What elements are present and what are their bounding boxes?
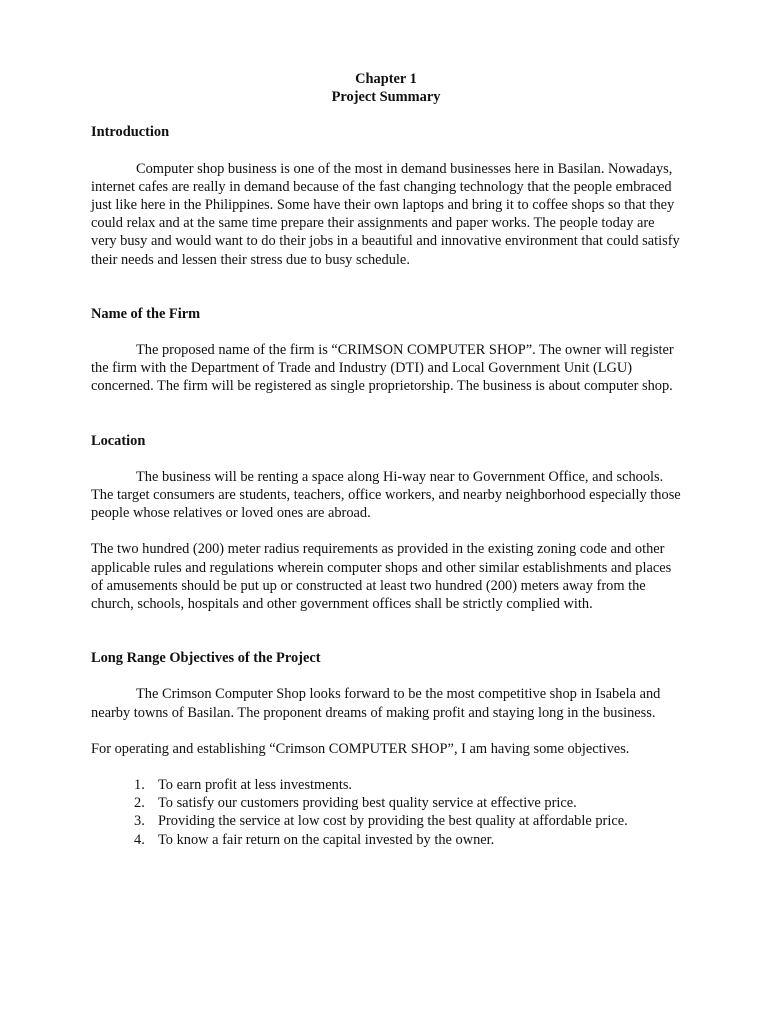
chapter-label: Chapter 1 (355, 71, 417, 87)
list-item-number: 4. (134, 831, 145, 848)
location-paragraph-2: The two hundred (200) meter radius requirements as provided in the existing zoning code and other applicable rules and regulations wherein computer shops and other similar establishments and places of amusements should be put up or constructed at least two hundred (200) meters away from the church, schools, hospitals and other government offices shall be strictly complied with. (91, 541, 672, 613)
list-item (91, 812, 681, 830)
list-item (91, 776, 681, 794)
list-item-text: To know a fair return on the capital invested by the owner. (158, 831, 495, 848)
list-item-text: Providing the service at low cost by providing the best quality at affordable price. (158, 813, 628, 830)
list-item-number: 1. (134, 777, 145, 794)
firm-name-paragraph: The proposed name of the firm is “CRIMSON COMPUTER SHOP”. The owner will register the firm with the Department of Trade and Industry (DTI) and Local Government Unit (LGU) concerned. The firm will be registered as single proprietorship. The business is about computer shop. (91, 342, 674, 395)
objectives-list (91, 776, 681, 849)
list-item (91, 831, 681, 849)
list-item-number: 2. (134, 795, 145, 812)
list-item-text: To satisfy our customers providing best quality service at effective price. (158, 795, 577, 812)
firm-name-heading: Name of the Firm (91, 305, 201, 322)
title-block (91, 70, 681, 106)
introduction-paragraph: Computer shop business is one of the most in demand businesses here in Basilan. Nowadays, internet cafes are really in demand because of the fast changing technology that the people embraced just like here in the Philippines. Some have their own laptops and bring it to coffee shops so that they could relax and at the same time prepare their assignments and paper works. The people today are very busy and would want to do their jobs in a beautiful and innovative environment that could satisfy their needs and lessen their stress due to busy schedule. (91, 160, 680, 268)
objectives-paragraph-2: For operating and establishing “Crimson COMPUTER SHOP”, I am having some objectives. (91, 740, 630, 757)
page-title: Project Summary (331, 89, 441, 106)
objectives-heading: Long Range Objectives of the Project (91, 650, 321, 667)
list-item-text: To earn profit at less investments. (158, 777, 353, 794)
list-item-number: 3. (134, 813, 145, 830)
introduction-heading: Introduction (91, 124, 170, 141)
list-item (91, 794, 681, 812)
location-heading: Location (91, 432, 146, 449)
location-paragraph-1: The business will be renting a space along Hi-way near to Government Office, and schools. The target consumers are students, teachers, office workers, and nearby neighborhood especially those people whose relatives or loved ones are abroad. (91, 468, 681, 522)
document-page (91, 70, 681, 849)
objectives-paragraph-1: The Crimson Computer Shop looks forward to be the most competitive shop in Isabela and nearby towns of Basilan. The proponent dreams of making profit and staying long in the business. (91, 686, 661, 721)
